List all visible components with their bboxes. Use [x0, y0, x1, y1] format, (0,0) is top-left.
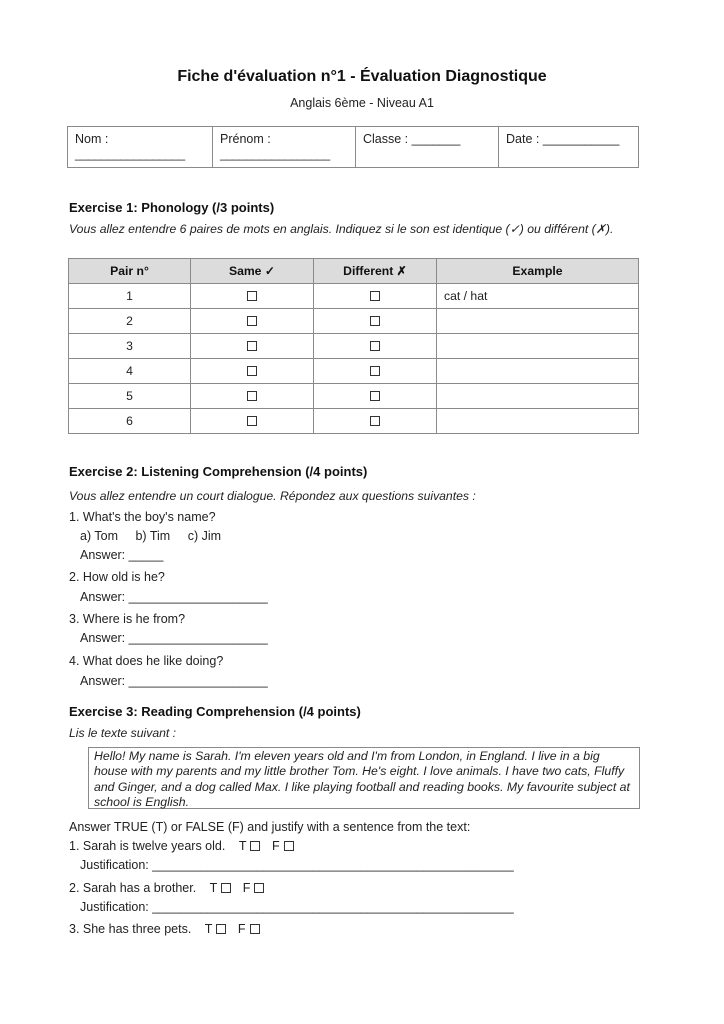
true-label: T [204, 922, 213, 936]
page-title: Fiche d'évaluation n°1 - Évaluation Diagnostique [177, 68, 547, 85]
statement-2-text: 2. Sarah has a brother. [69, 881, 197, 895]
option-a[interactable]: a) Tom [80, 529, 118, 543]
false-label: F [271, 839, 280, 853]
pair-number: 3 [69, 334, 191, 359]
different-checkbox[interactable] [370, 391, 380, 401]
answer-3-field[interactable]: Answer: ____________________ [80, 631, 268, 645]
same-checkbox[interactable] [247, 316, 257, 326]
pair-number: 5 [69, 384, 191, 409]
phonology-table [68, 258, 639, 434]
student-info-table [67, 126, 639, 168]
answer-4-field[interactable]: Answer: ____________________ [80, 674, 268, 688]
same-checkbox[interactable] [247, 341, 257, 351]
exercise1-title: Exercise 1: Phonology (/3 points) [69, 200, 275, 215]
different-checkbox[interactable] [370, 341, 380, 351]
example-cell [437, 309, 639, 334]
tf-instruction: Answer TRUE (T) or FALSE (F) and justify with a sentence from the text: [69, 820, 471, 834]
false-checkbox[interactable] [250, 924, 260, 934]
nom-field[interactable] [68, 127, 213, 168]
true-label: T [209, 881, 218, 895]
false-checkbox[interactable] [284, 841, 294, 851]
date-label: Date : ___________ [506, 132, 620, 146]
exercise3-instruction: Lis le texte suivant : [69, 726, 177, 740]
different-checkbox[interactable] [370, 291, 380, 301]
classe-label: Classe : _______ [363, 132, 461, 146]
col-header-example: Example [437, 259, 639, 284]
table-row [69, 284, 639, 309]
option-c[interactable]: c) Jim [187, 529, 222, 543]
example-cell [437, 409, 639, 434]
table-row [69, 409, 639, 434]
pair-number: 1 [69, 284, 191, 309]
pair-number: 6 [69, 409, 191, 434]
exercise2-instruction: Vous allez entendre un court dialogue. Répondez aux questions suivantes : [69, 489, 476, 503]
table-row [69, 334, 639, 359]
different-checkbox[interactable] [370, 416, 380, 426]
prenom-line: _________________ [220, 147, 330, 161]
statement-1-text: 1. Sarah is twelve years old. [69, 839, 226, 853]
nom-line: _________________ [75, 147, 185, 161]
example-cell [437, 334, 639, 359]
nom-label: Nom : [75, 132, 109, 146]
option-b[interactable]: b) Tim [135, 529, 171, 543]
page-subtitle: Anglais 6ème - Niveau A1 [290, 96, 434, 110]
false-label: F [237, 922, 246, 936]
statement-3 [69, 922, 268, 936]
question-3: 3. Where is he from? [69, 612, 186, 626]
example-cell: cat / hat [437, 284, 639, 309]
different-checkbox[interactable] [370, 316, 380, 326]
answer-1-field[interactable]: Answer: _____ [80, 548, 164, 562]
question-1: 1. What's the boy's name? [69, 510, 216, 524]
example-cell [437, 384, 639, 409]
example-cell [437, 359, 639, 384]
table-header-row [69, 259, 639, 284]
justification-2-field[interactable]: Justification: ____________________________________________________ [80, 900, 514, 914]
true-checkbox[interactable] [216, 924, 226, 934]
true-checkbox[interactable] [250, 841, 260, 851]
table-row [69, 384, 639, 409]
exercise1-instruction: Vous allez entendre 6 paires de mots en anglais. Indiquez si le son est identique (✓) ou différent (✗). [69, 222, 614, 236]
different-checkbox[interactable] [370, 366, 380, 376]
table-row [69, 359, 639, 384]
reading-passage: Hello! My name is Sarah. I'm eleven years old and I'm from London, in England. I live in a big house with my parents and my little brother Tom. He's eight. I love animals. I have two cats, Fluffy and Ginger, and a dog called Max. I like playing football and reading books. My favourite subject at school is English. [88, 747, 640, 809]
prenom-label: Prénom : [220, 132, 271, 146]
col-header-pair: Pair n° [69, 259, 191, 284]
same-checkbox[interactable] [247, 416, 257, 426]
false-label: F [242, 881, 251, 895]
true-checkbox[interactable] [221, 883, 231, 893]
pair-number: 4 [69, 359, 191, 384]
pair-number: 2 [69, 309, 191, 334]
classe-field[interactable] [356, 127, 499, 168]
false-checkbox[interactable] [254, 883, 264, 893]
same-checkbox[interactable] [247, 366, 257, 376]
justification-1-field[interactable]: Justification: ____________________________________________________ [80, 858, 514, 872]
exercise2-title: Exercise 2: Listening Comprehension (/4 points) [69, 464, 368, 479]
table-row [69, 309, 639, 334]
col-header-same: Same ✓ [191, 259, 314, 284]
exercise3-title: Exercise 3: Reading Comprehension (/4 points) [69, 704, 361, 719]
statement-2 [69, 881, 272, 895]
question-2: 2. How old is he? [69, 570, 165, 584]
statement-3-text: 3. She has three pets. [69, 922, 192, 936]
same-checkbox[interactable] [247, 391, 257, 401]
prenom-field[interactable] [213, 127, 356, 168]
question-4: 4. What does he like doing? [69, 654, 224, 668]
question-1-options [80, 529, 235, 543]
statement-1 [69, 839, 302, 853]
true-label: T [238, 839, 247, 853]
answer-2-field[interactable]: Answer: ____________________ [80, 590, 268, 604]
date-field[interactable] [499, 127, 639, 168]
same-checkbox[interactable] [247, 291, 257, 301]
col-header-different: Different ✗ [314, 259, 437, 284]
